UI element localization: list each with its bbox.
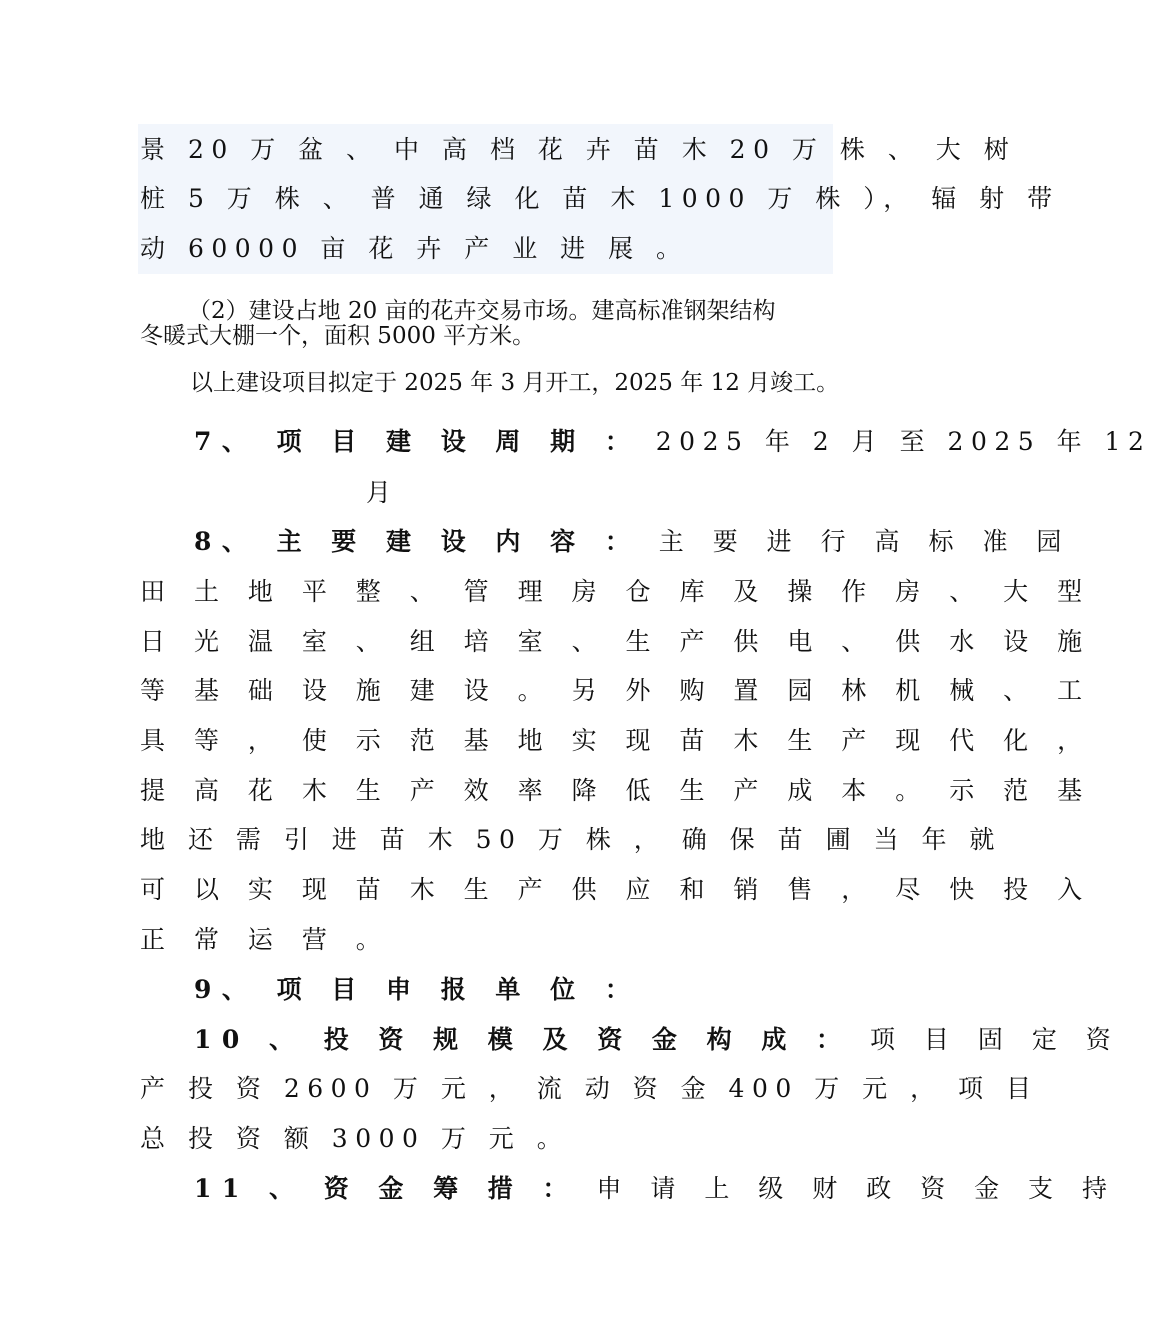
shaded-line-2: 桩 5 万 株 、 普 通 绿 化 苗 木 1000 万 株 ）， 辐 射 带: [140, 184, 1060, 213]
item8-line-2: 日 光 温 室 、 组 培 室 、 生 产 供 电 、 供 水 设 施: [140, 627, 1093, 656]
item8-line: [194, 527, 1072, 557]
item10-line-2: 总 投 资 额 3000 万 元 。: [140, 1124, 570, 1153]
item8-line-8: 正 常 运 营 。: [140, 925, 392, 954]
item8-line-4: 具 等 ， 使 示 范 基 地 实 现 苗 木 生 产 现 代 化 ，: [140, 726, 1093, 755]
item7-continuation: 月: [366, 478, 392, 507]
item11-text: 申 请 上 级 财 政 资 金 支 持: [578, 1174, 1118, 1203]
shaded-line-1: 景 20 万 盆 、 中 高 档 花 卉 苗 木 20 万 株 、 大 树: [140, 135, 1017, 164]
shaded-line-3: 动 60000 亩 花 卉 产 业 进 展 。: [140, 234, 689, 263]
para2-line-1: （2）建设占地 20 亩的花卉交易市场。建高标准钢架结构: [188, 298, 776, 324]
para2-line-2: 冬暖式大棚一个，面积 5000 平方米。: [140, 323, 536, 349]
item9-label: 9、 项 目 申 报 单 位 ：: [194, 975, 641, 1004]
item10-label: 10 、 投 资 规 模 及 资 金 构 成 ：: [194, 1025, 852, 1054]
item8-label: 8、 主 要 建 设 内 容 ：: [194, 527, 641, 556]
para3: 以上建设项目拟定于 2025 年 3 月开工，2025 年 12 月竣工。: [190, 370, 840, 396]
item8-line-3: 等 基 础 设 施 建 设 。 另 外 购 置 园 林 机 械 、 工: [140, 676, 1093, 705]
item8-line-5: 提 高 花 木 生 产 效 率 降 低 生 产 成 本 。 示 范 基: [140, 776, 1093, 805]
item10-line-1: 产 投 资 2600 万 元 ， 流 动 资 金 400 万 元 ， 项 目: [140, 1074, 1039, 1103]
item8-text: 主 要 进 行 高 标 准 园: [640, 527, 1072, 556]
item8-line-7: 可 以 实 现 苗 木 生 产 供 应 和 销 售 ， 尽 快 投 入: [140, 875, 1093, 904]
item10-text: 项 目 固 定 资: [851, 1025, 1122, 1054]
item8-line-1: 田 土 地 平 整 、 管 理 房 仓 库 及 操 作 房 、 大 型: [140, 577, 1093, 606]
item8-line-6: 地 还 需 引 进 苗 木 50 万 株 ， 确 保 苗 圃 当 年 就: [140, 825, 1002, 854]
item11-label: 11 、 资 金 筹 措 ：: [194, 1174, 579, 1203]
item7-label: 7、 项 目 建 设 周 期 ：: [194, 427, 641, 456]
item7-line: [194, 427, 1151, 457]
item7-text: 2025 年 2 月 至 2025 年 12: [640, 427, 1151, 456]
item11-line: [194, 1174, 1117, 1204]
item10-line: [194, 1025, 1121, 1055]
